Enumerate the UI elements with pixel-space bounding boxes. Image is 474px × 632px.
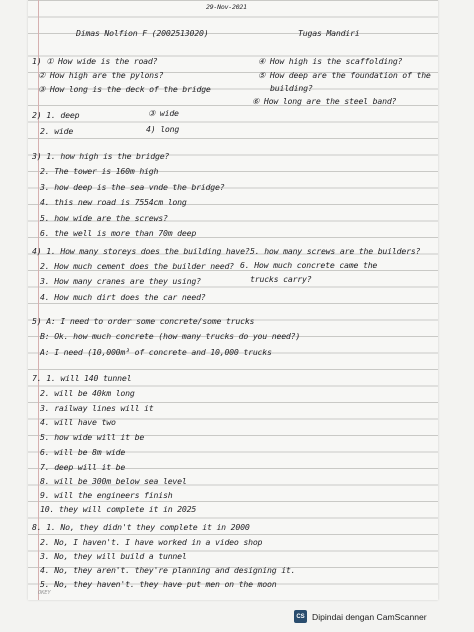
- answer-line: 5. how many screws are the builders?: [250, 246, 421, 256]
- answer-line: 2. How much cement does the builder need?: [40, 261, 234, 271]
- answer-line: 4. No, they aren't. they're planning and designing it.: [40, 565, 296, 575]
- answer-line: 4) long: [146, 124, 180, 134]
- answer-line: 6. the well is more than 70m deep: [40, 228, 197, 238]
- camscanner-footer: [294, 610, 427, 623]
- student-name: Dimas Nolfion F (2002513020): [76, 28, 209, 38]
- answer-line: 4) 1. How many storeys does the building have?: [32, 246, 250, 256]
- answer-line: 7. deep will it be: [40, 462, 126, 472]
- camscanner-logo-icon: CS: [294, 610, 307, 623]
- answer-line: ⑤ How deep are the foundation of the: [258, 70, 431, 80]
- answer-line: building?: [270, 83, 313, 93]
- answer-line: 3. railway lines will it: [40, 403, 154, 413]
- answer-line: ⑥ How long are the steel band?: [252, 96, 397, 106]
- answer-line: 6. How much concrete came the: [240, 260, 378, 270]
- answer-line: 5. how wide will it be: [40, 432, 145, 442]
- date-text: 29-Nov-2021: [206, 3, 247, 11]
- answer-line: 1) ① How wide is the road?: [32, 56, 158, 66]
- answer-line: 3) 1. how high is the bridge?: [32, 151, 170, 161]
- answer-line: 4. this new road is 7554cm long: [40, 197, 187, 207]
- answer-line: ④ How high is the scaffolding?: [258, 56, 403, 66]
- answer-line: 10. they will complete it in 2025: [40, 504, 197, 514]
- answer-line: 7. 1. will 140 tunnel: [32, 373, 132, 383]
- answer-line: 2. wide: [40, 126, 74, 136]
- answer-line: 5. No, they haven't. they have put men on the moon: [40, 579, 277, 589]
- paper-brand: OKEY: [38, 590, 51, 596]
- answer-line: 4. will have two: [40, 417, 116, 427]
- answer-line: 4. How much dirt does the car need?: [40, 292, 206, 302]
- answer-line: 2. will be 40km long: [40, 388, 135, 398]
- answer-line: 8. 1. No, they didn't they complete it in 2000: [32, 522, 250, 532]
- answer-line: ③ How long is the deck of the bridge: [38, 84, 211, 94]
- answer-line: 3. how deep is the sea vnde the bridge?: [40, 182, 225, 192]
- answer-line: 5. how wide are the screws?: [40, 213, 168, 223]
- answer-line: 2. No, I haven't. I have worked in a video shop: [40, 537, 263, 547]
- answer-line: ② How high are the pylons?: [38, 70, 164, 80]
- answer-line: 8. will be 300m below sea level: [40, 476, 187, 486]
- answer-line: 2) 1. deep: [32, 110, 80, 120]
- answer-line: 5) A: I need to order some concrete/some trucks: [32, 316, 255, 326]
- answer-line: trucks carry?: [250, 274, 312, 284]
- camscanner-text: Dipindai dengan CamScanner: [312, 611, 427, 622]
- answer-line: A: I need (10,000m³ of concrete and 10,000 trucks: [40, 347, 272, 357]
- answer-line: 9. will the engineers finish: [40, 490, 173, 500]
- answer-line: 3. How many cranes are they using?: [40, 276, 201, 286]
- answer-line: 3. No, they will build a tunnel: [40, 551, 187, 561]
- answer-line: B: Ok. how much concrete (how many trucks do you need?): [40, 331, 301, 341]
- answer-line: 2. The tower is 160m high: [40, 166, 159, 176]
- answer-line: 6. will be 8m wide: [40, 447, 126, 457]
- assignment-title: Tugas Mandiri: [298, 28, 360, 38]
- answer-line: ③ wide: [148, 108, 179, 118]
